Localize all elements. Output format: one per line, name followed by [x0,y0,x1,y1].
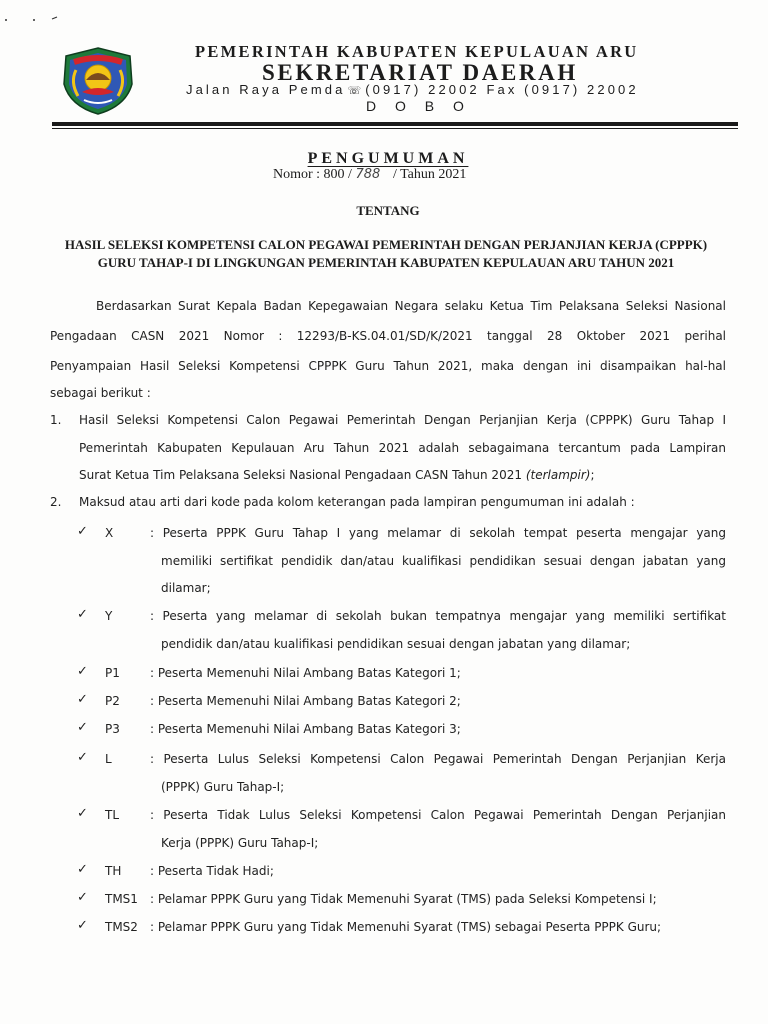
code-tms1-desc: : Pelamar PPPK Guru yang Tidak Memenuhi Syarat (TMS) pada Seleksi Kompetensi I; [150,892,657,906]
letterhead-divider-thick [52,122,738,126]
code-x-desc-line-3: dilamar; [161,581,211,595]
item-1-number: 1. [50,413,62,427]
code-l-desc-line-2: (PPPK) Guru Tahap-I; [161,780,285,794]
code-p1-desc: : Peserta Memenuhi Nilai Ambang Batas Kategori 1; [150,666,461,680]
letterhead-government-name: PEMERINTAH KABUPATEN KEPULAUAN ARU [195,42,639,61]
letterhead-address [186,82,639,97]
scan-corner-marks [4,14,64,24]
check-icon: ✓ [77,806,88,821]
code-tl-label: TL [105,808,120,822]
code-x-desc-line-2: memiliki sertifikat pendidik dan/atau kualifikasi pendidikan sesuai dengan jabatan yang [161,554,726,568]
check-icon: ✓ [77,862,88,877]
item-2-number: 2. [50,495,62,509]
check-icon: ✓ [77,750,88,765]
item-1-line-2: Pemerintah Kabupaten Kepulauan Aru Tahun 2021 adalah sebagaimana tercantum pada Lampiran [79,441,726,455]
address-phone-fax: (0917) 22002 Fax (0917) 22002 [365,82,639,97]
document-number [273,167,466,183]
code-x-desc-line-1: : Peserta PPPK Guru Tahap I yang melamar di sekolah tempat peserta mengajar yang [150,526,726,540]
number-prefix: Nomor : 800 / [273,167,352,182]
code-l-desc-line-1: : Peserta Lulus Seleksi Kompetensi Calon Pegawai Pemerintah Dengan Perjanjian Kerja [150,752,726,766]
item-1-line-1: Hasil Seleksi Kompetensi Calon Pegawai Pemerintah Dengan Perjanjian Kerja (CPPPK) Guru Tahap I [79,413,726,427]
code-tms2-desc: : Pelamar PPPK Guru yang Tidak Memenuhi Syarat (TMS) sebagai Peserta PPPK Guru; [150,920,662,934]
about-heading: TENTANG [356,203,420,218]
code-p1-label: P1 [105,666,120,680]
check-icon: ✓ [77,607,88,622]
document-title: PENGUMUMAN [307,150,469,167]
check-icon: ✓ [77,720,88,735]
subject-heading [60,236,712,272]
code-y-label: Y [105,609,113,623]
number-suffix: / Tahun 2021 [392,167,467,182]
number-handwritten: 788 [355,167,381,182]
code-x-label: X [105,526,114,540]
code-p2-label: P2 [105,694,120,708]
subject-line-1: HASIL SELEKSI KOMPETENSI CALON PEGAWAI PEMERINTAH DENGAN PERJANJIAN KERJA (CPPPK) [64,237,708,252]
item-1-line-3 [79,468,595,482]
code-p3-desc: : Peserta Memenuhi Nilai Ambang Batas Kategori 3; [150,722,461,736]
item-1-attachment-note: (terlampir) [525,468,591,482]
check-icon: ✓ [77,664,88,679]
code-y-desc-line-1: : Peserta yang melamar di sekolah bukan tempatnya mengajar yang memiliki sertifikat [150,609,726,623]
check-icon: ✓ [77,692,88,707]
subject-line-2: GURU TAHAP-I DI LINGKUNGAN PEMERINTAH KABUPATEN KEPULAUAN ARU TAHUN 2021 [97,255,675,270]
code-th-desc: : Peserta Tidak Hadi; [150,864,274,878]
intro-line-4: sebagai berikut : [50,386,151,400]
item-1-line-3-text: Surat Ketua Tim Pelaksana Seleksi Nasional Pengadaan CASN Tahun 2021 [79,468,522,482]
code-l-label: L [105,752,112,766]
letterhead-city: D O B O [366,98,472,114]
letterhead-office-name: SEKRETARIAT DAERAH [262,60,578,85]
code-p2-desc: : Peserta Memenuhi Nilai Ambang Batas Kategori 2; [150,694,461,708]
code-th-label: TH [105,864,122,878]
code-y-desc-line-2: pendidik dan/atau kualifikasi pendidikan sesuai dengan jabatan yang dilamar; [161,637,631,651]
address-street: Jalan Raya Pemda [186,82,346,97]
intro-line-2: Pengadaan CASN 2021 Nomor : 12293/B-KS.04.01/SD/K/2021 tanggal 28 Oktober 2021 perihal [50,329,726,343]
intro-line-3: Penyampaian Hasil Seleksi Kompetensi CPPPK Guru Tahun 2021, maka dengan ini disampaikan hal-hal [50,359,726,373]
code-tms2-label: TMS2 [105,920,138,934]
code-p3-label: P3 [105,722,120,736]
code-tl-desc-line-1: : Peserta Tidak Lulus Seleksi Kompetensi Calon Pegawai Pemerintah Dengan Perjanjian [150,808,726,822]
regency-seal-logo [60,46,136,116]
check-icon: ✓ [77,918,88,933]
check-icon: ✓ [77,890,88,905]
code-tms1-label: TMS1 [105,892,138,906]
letterhead-divider-thin [52,128,738,129]
item-1-line-3-end: ; [590,468,595,482]
check-icon: ✓ [77,524,88,539]
code-tl-desc-line-2: Kerja (PPPK) Guru Tahap-I; [161,836,319,850]
item-2-text: Maksud atau arti dari kode pada kolom keterangan pada lampiran pengumuman ini adalah : [79,495,635,509]
phone-icon: ☏ [347,85,362,97]
intro-line-1: Berdasarkan Surat Kepala Badan Kepegawaian Negara selaku Ketua Tim Pelaksana Seleksi Nasional [96,299,726,313]
